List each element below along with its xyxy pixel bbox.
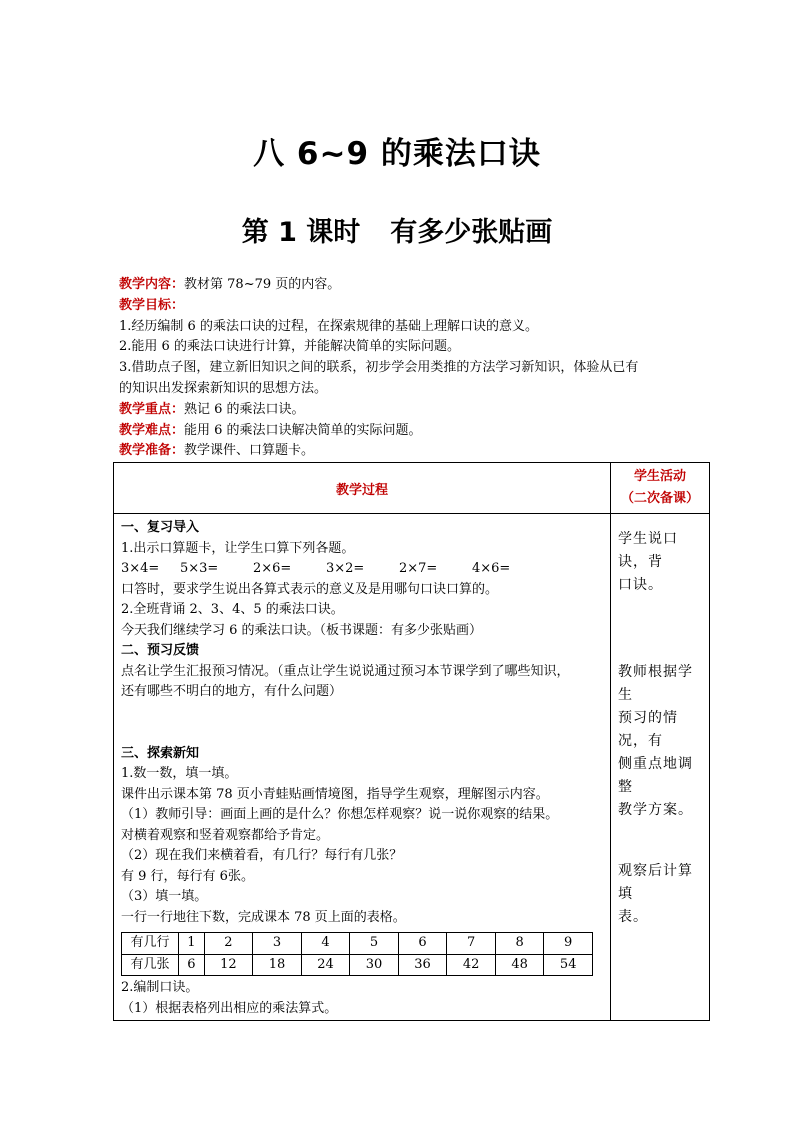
meta-line: 教学内容：教材第 78~79 页的内容。 [119, 277, 341, 292]
section-title: 三、探索新知 [121, 745, 200, 761]
section-title: 二、预习反馈 [121, 643, 200, 658]
table-row: 有几行 1 2 3 4 5 6 7 8 9 [122, 933, 593, 955]
meta-line: 2.能用 6 的乘法口诀进行计算，并能解决简单的实际问题。 [119, 339, 460, 355]
count-table [121, 932, 593, 976]
meta-line: 教学准备：教学课件、口算题卡。 [119, 443, 315, 459]
activity-header: 学生活动 （二次备课） [611, 463, 710, 514]
lesson-table [113, 462, 710, 1021]
section-title: 一、复习导入 [121, 520, 200, 535]
process-header: 教学过程 [114, 463, 611, 514]
meta-line: 教学重点：熟记 6 的乘法口诀。 [119, 401, 305, 417]
meta-line: 教学难点：能用 6 的乘法口诀解决简单的实际问题。 [119, 422, 422, 438]
meta-line: 1.经历编制 6 的乘法口诀的过程，在探索规律的基础上理解口诀的意义。 [119, 318, 538, 334]
lesson-meta [119, 275, 699, 462]
meta-line: 的知识出发探索新知识的思想方法。 [119, 380, 328, 396]
equations: 3×4= 5×3= 2×6= 3×2= 2×7= 4×6= [121, 561, 511, 576]
activity-cell: 学生说口诀，背 口诀。 教师根据学生 预习的情况，有 侧重点地调整 教学方案。 观察后计算填 表。 [611, 514, 710, 1021]
lesson-number: 第 1 课时 [241, 217, 361, 248]
page-title: 八 6~9 的乘法口诀 [253, 136, 541, 172]
meta-line: 教学目标： [119, 297, 185, 313]
lesson-name: 有多少张贴画 [390, 217, 553, 248]
lesson-subtitle [0, 210, 794, 249]
table-row: 有几张 6 12 18 24 30 36 42 48 54 [122, 954, 593, 976]
process-cell: 一、复习导入 1.出示口算题卡，让学生口算下列各题。 3×4= 5×3= 2×6= 3×2= 2×7= 4×6= 口答时，要求学生说出各算式表示的意义及是用哪句口诀口算的。 2.全班背诵 2、3、4、5 的乘法口诀。 今天我们继续学习 6 的乘法口诀。（板书课题：有多少张贴画） 二、预习反馈 点名让学生汇报预习情况。（重点让学生说说通过预习本节课学到了哪些知识， 还有哪些不明白的地方，有什么问题） 三、探索新知 1.数一数，填一填。 课件出示课本第 78 页小青蛙贴画情境图，指导学生观察，理解图示内容。 （1）教师引导：画面上画的是什么？你想怎样观察？说一说你观察的结果。 对横着观察和竖着观察都给予肯定。 （2）现在我们来横着看，有几行？每行有几张？ 有 9 行，每行有 6张。 （3）填一填。 一行一行地往下数，完成课本 78 页上面的表格。 有几行 1 2 3 4 5 6 7 8 9 有几张 6 12 18 24 30 36 42 48 54 2.编制口诀。 （1）根据表格列出相应的乘法算式。 [114, 514, 611, 1021]
meta-line: 3.借助点子图，建立新旧知识之间的联系，初步学会用类推的方法学习新知识，体验从已有 [119, 360, 639, 376]
